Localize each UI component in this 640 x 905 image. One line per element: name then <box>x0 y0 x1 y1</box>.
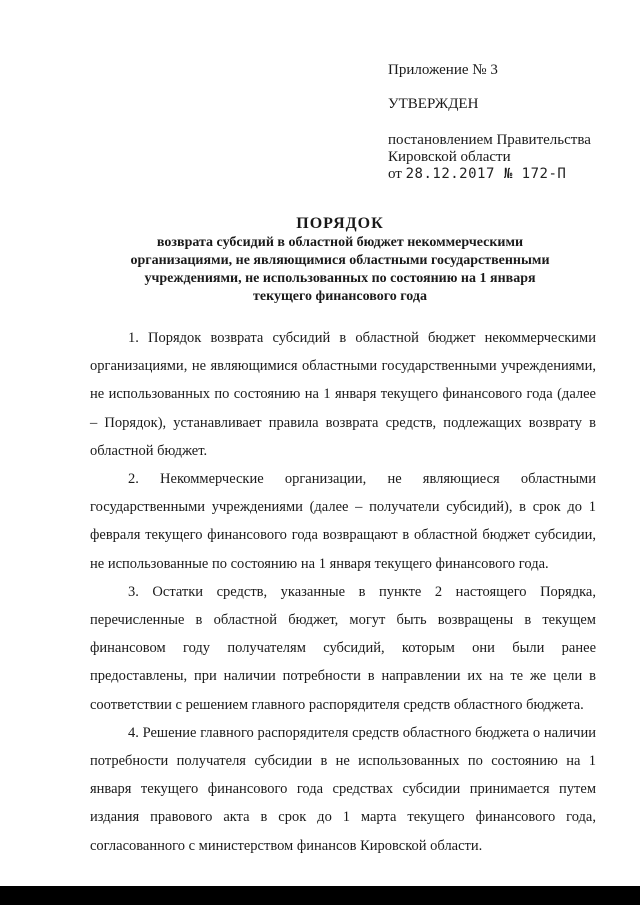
decree-date-line <box>388 166 628 183</box>
approval-header <box>388 62 628 183</box>
title-subtitle <box>100 234 580 306</box>
subtitle-line-1: возврата субсидий в областной бюджет некоммерческими <box>156 235 524 250</box>
subtitle-line-2: организациями, не являющимися областными государственными <box>130 253 550 268</box>
decree-line-2: Кировской области <box>388 149 511 165</box>
approved-label: УТВЕРЖДЕН <box>388 96 479 112</box>
document-title <box>100 214 580 306</box>
appendix-number: Приложение № 3 <box>388 62 498 78</box>
paragraph-3: 3. Остатки средств, указанные в пункте 2 настоящего Порядка, перечисленные в областной бюджет, могут быть возвращены в текущем финансовом году получателям субсидий, которым они были ранее предоставлены, при наличии потребности в направлении их на те же цели в соответствии с решением главного распорядителя средств областного бюджета. <box>90 583 596 713</box>
subtitle-line-3: учреждениями, не использованных по состоянию на 1 января <box>144 271 536 286</box>
scan-bottom-edge <box>0 886 640 905</box>
paragraph-4: 4. Решение главного распорядителя средств областного бюджета о наличии потребности получателя субсидии в не использованных по состоянию на 1 января текущего финансового года средствах субсидии принимается путем издания правового акта в срок до 1 марта текущего финансового года, согласованного с министерством финансов Кировской области. <box>90 724 596 854</box>
document-body <box>90 324 596 860</box>
decree-line-1: постановлением Правительства <box>388 132 591 148</box>
subtitle-line-4: текущего финансового года <box>253 289 427 304</box>
paragraph-1: 1. Порядок возврата субсидий в областной бюджет некоммерческими организациями, не являющимися областными государственными учреждениями, не использованных по состоянию на 1 января текущего финансового года (далее – Порядок), устанавливает правила возврата средств, подлежащих возврату в областной бюджет. <box>90 330 596 459</box>
handwritten-date-number: 28.12.2017 № 172-П <box>405 166 567 182</box>
date-prefix: от <box>388 166 402 182</box>
paragraph-2: 2. Некоммерческие организации, не являющиеся областными государственными учреждениями (далее – получатели субсидий), в срок до 1 февраля текущего финансового года возвращают в областной бюджет субсидии, не использованные по состоянию на 1 января текущего финансового года. <box>90 471 596 572</box>
title-main: ПОРЯДОК <box>296 215 384 232</box>
